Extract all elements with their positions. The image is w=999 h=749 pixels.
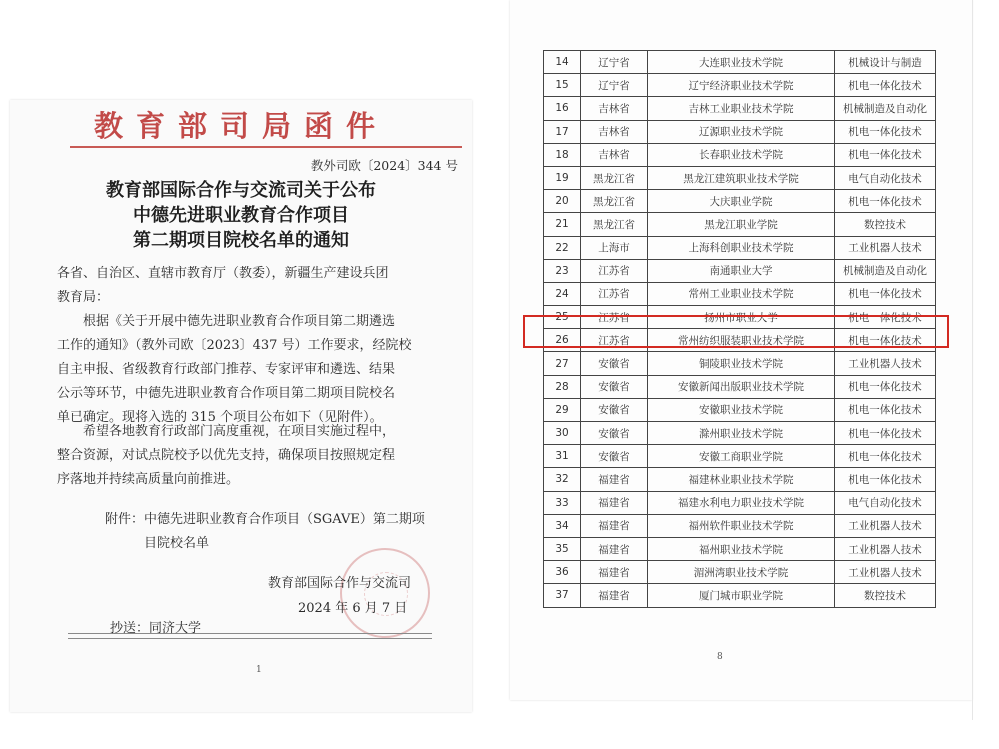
school-cell: 安徽工商职业学院 [648, 445, 835, 468]
row-number: 30 [544, 422, 581, 445]
school-cell: 铜陵职业技术学院 [648, 352, 835, 375]
school-cell: 湄洲湾职业技术学院 [648, 561, 835, 584]
title-line-1: 教育部国际合作与交流司关于公布 [106, 180, 376, 201]
school-cell: 常州纺织服装职业技术学院 [648, 329, 835, 352]
text-line: 单已确定。现将入选的 315 个项目公布如下（见附件）。 [57, 410, 383, 425]
row-number: 35 [544, 537, 581, 560]
province-cell: 福建省 [581, 561, 648, 584]
table-row [544, 398, 936, 421]
table-row [544, 422, 936, 445]
table-row [544, 584, 936, 607]
table-row [544, 120, 936, 143]
row-number: 15 [544, 74, 581, 97]
text-line: 附件：中德先进职业教育合作项目（SGAVE）第二期项 [105, 512, 425, 527]
specialty-cell: 机电一体化技术 [835, 120, 936, 143]
specialty-cell: 机电一体化技术 [835, 422, 936, 445]
row-number: 34 [544, 514, 581, 537]
row-number: 28 [544, 375, 581, 398]
issue-date: 2024 年 6 月 7 日 [298, 601, 408, 616]
row-number: 19 [544, 166, 581, 189]
province-cell: 福建省 [581, 491, 648, 514]
specialty-cell: 电气自动化技术 [835, 491, 936, 514]
specialty-cell: 机电一体化技术 [835, 329, 936, 352]
province-cell: 安徽省 [581, 445, 648, 468]
province-cell: 福建省 [581, 584, 648, 607]
province-cell: 江苏省 [581, 306, 648, 329]
paragraph-2 [57, 420, 395, 492]
province-cell: 吉林省 [581, 97, 648, 120]
specialty-cell: 机电一体化技术 [835, 445, 936, 468]
row-number: 27 [544, 352, 581, 375]
table-row [544, 445, 936, 468]
page-number: 8 [717, 652, 723, 662]
row-number: 21 [544, 213, 581, 236]
row-number: 32 [544, 468, 581, 491]
row-number: 36 [544, 561, 581, 584]
specialty-cell: 机电一体化技术 [835, 398, 936, 421]
table-row [544, 213, 936, 236]
school-cell: 黑龙江建筑职业技术学院 [648, 166, 835, 189]
row-number: 17 [544, 120, 581, 143]
specialty-cell: 工业机器人技术 [835, 537, 936, 560]
table-row [544, 166, 936, 189]
row-number: 26 [544, 329, 581, 352]
province-cell: 吉林省 [581, 120, 648, 143]
text-line: 序落地并持续高质量向前推进。 [57, 472, 240, 487]
province-cell: 福建省 [581, 468, 648, 491]
province-cell: 吉林省 [581, 143, 648, 166]
table-row [544, 236, 936, 259]
row-number: 20 [544, 190, 581, 213]
table-row [544, 51, 936, 74]
specialty-cell: 电气自动化技术 [835, 166, 936, 189]
specialty-cell: 工业机器人技术 [835, 236, 936, 259]
notice-page [10, 100, 472, 712]
school-cell: 辽宁经济职业技术学院 [648, 74, 835, 97]
text-line: 希望各地教育行政部门高度重视，在项目实施过程中， [57, 424, 396, 439]
province-cell: 辽宁省 [581, 74, 648, 97]
province-cell: 江苏省 [581, 329, 648, 352]
province-cell: 江苏省 [581, 282, 648, 305]
cc-rule-bottom [68, 638, 432, 639]
school-cell: 大连职业技术学院 [648, 51, 835, 74]
text-line: 工作的通知》（教外司欧〔2023〕437 号）工作要求，经院校 [57, 338, 412, 353]
addressee-line: 教育局： [57, 290, 110, 305]
school-cell: 安徽新闻出版职业技术学院 [648, 375, 835, 398]
table-row [544, 74, 936, 97]
row-number: 18 [544, 143, 581, 166]
letterhead-rule [70, 146, 462, 148]
province-cell: 黑龙江省 [581, 190, 648, 213]
school-cell: 安徽职业技术学院 [648, 398, 835, 421]
row-number: 23 [544, 259, 581, 282]
province-cell: 福建省 [581, 537, 648, 560]
province-cell: 安徽省 [581, 422, 648, 445]
specialty-cell: 机电一体化技术 [835, 375, 936, 398]
divider [972, 0, 973, 720]
letterhead: 教育部司局函件 [93, 109, 388, 143]
school-cell: 吉林工业职业技术学院 [648, 97, 835, 120]
province-cell: 辽宁省 [581, 51, 648, 74]
table-row [544, 514, 936, 537]
title-line-2: 中德先进职业教育合作项目 [133, 205, 349, 226]
province-cell: 福建省 [581, 514, 648, 537]
specialty-cell: 机电一体化技术 [835, 468, 936, 491]
row-number: 37 [544, 584, 581, 607]
specialty-cell: 机电一体化技术 [835, 190, 936, 213]
title-line-3: 第二期项目院校名单的通知 [133, 230, 349, 251]
table-row [544, 375, 936, 398]
specialty-cell: 数控技术 [835, 584, 936, 607]
school-cell: 南通职业大学 [648, 259, 835, 282]
table-row [544, 561, 936, 584]
paragraph-1 [57, 310, 412, 430]
table-row [544, 97, 936, 120]
row-number: 29 [544, 398, 581, 421]
table-row [544, 491, 936, 514]
school-cell: 福州软件职业技术学院 [648, 514, 835, 537]
row-number: 33 [544, 491, 581, 514]
table-row [544, 468, 936, 491]
row-number: 14 [544, 51, 581, 74]
text-line: 自主申报、省级教育行政部门推荐、专家评审和遴选、结果 [57, 362, 396, 377]
addressee-line: 各省、自治区、直辖市教育厅（教委），新疆生产建设兵团 [57, 266, 389, 281]
specialty-cell: 工业机器人技术 [835, 352, 936, 375]
school-cell: 长春职业技术学院 [648, 143, 835, 166]
school-cell: 福建水利电力职业技术学院 [648, 491, 835, 514]
table-row [544, 190, 936, 213]
province-cell: 安徽省 [581, 352, 648, 375]
row-number: 25 [544, 306, 581, 329]
specialty-cell: 数控技术 [835, 213, 936, 236]
specialty-cell: 工业机器人技术 [835, 514, 936, 537]
province-cell: 安徽省 [581, 375, 648, 398]
school-cell: 扬州市职业大学 [648, 306, 835, 329]
table-row [544, 282, 936, 305]
specialty-cell: 机电一体化技术 [835, 143, 936, 166]
row-number: 22 [544, 236, 581, 259]
specialty-cell: 机械设计与制造 [835, 51, 936, 74]
school-cell: 福建林业职业技术学院 [648, 468, 835, 491]
cc-line: 抄送：同济大学 [110, 621, 202, 636]
province-cell: 江苏省 [581, 259, 648, 282]
text-line: 整合资源，对试点院校予以优先支持，确保项目按照规定程 [57, 448, 396, 463]
school-cell: 厦门城市职业学院 [648, 584, 835, 607]
school-cell: 黑龙江职业学院 [648, 213, 835, 236]
signature: 教育部国际合作与交流司 [268, 576, 412, 591]
specialty-cell: 机电一体化技术 [835, 306, 936, 329]
table-row [544, 352, 936, 375]
school-cell: 常州工业职业技术学院 [648, 282, 835, 305]
specialty-cell: 机械制造及自动化 [835, 259, 936, 282]
row-number: 16 [544, 97, 581, 120]
school-cell: 大庆职业学院 [648, 190, 835, 213]
text-line: 根据《关于开展中德先进职业教育合作项目第二期遴选 [57, 314, 396, 329]
specialty-cell: 机电一体化技术 [835, 74, 936, 97]
text-line: 目院校名单 [105, 536, 210, 551]
province-cell: 安徽省 [581, 398, 648, 421]
province-cell: 上海市 [581, 236, 648, 259]
province-cell: 黑龙江省 [581, 166, 648, 189]
school-cell: 福州职业技术学院 [648, 537, 835, 560]
table-row [544, 537, 936, 560]
table-row [544, 259, 936, 282]
specialty-cell: 机电一体化技术 [835, 282, 936, 305]
text-line: 公示等环节，中德先进职业教育合作项目第二期项目院校名 [57, 386, 396, 401]
document-number: 教外司欧〔2024〕344 号 [310, 158, 458, 173]
school-list-page [510, 0, 972, 700]
row-number: 31 [544, 445, 581, 468]
specialty-cell: 工业机器人技术 [835, 561, 936, 584]
school-cell: 辽源职业技术学院 [648, 120, 835, 143]
province-cell: 黑龙江省 [581, 213, 648, 236]
school-cell: 上海科创职业技术学院 [648, 236, 835, 259]
specialty-cell: 机械制造及自动化 [835, 97, 936, 120]
page-number: 1 [256, 665, 262, 675]
row-number: 24 [544, 282, 581, 305]
addressee [57, 262, 389, 310]
table-row [544, 143, 936, 166]
highlight-box [523, 315, 949, 348]
school-cell: 滁州职业技术学院 [648, 422, 835, 445]
